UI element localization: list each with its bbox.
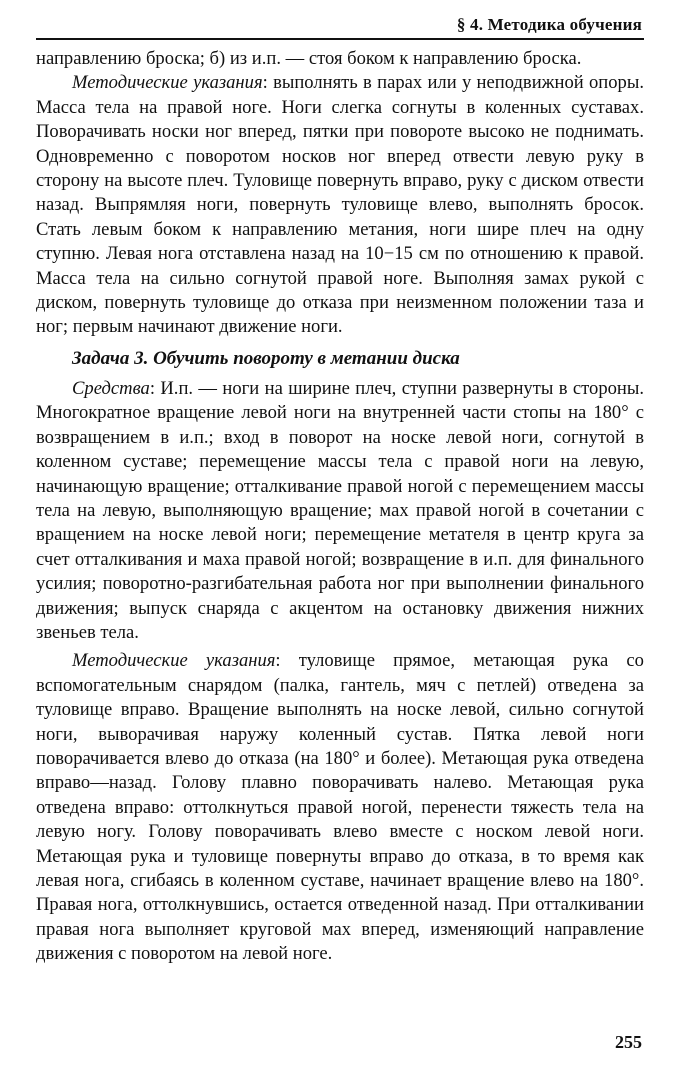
paragraph-continuation — [36, 47, 644, 71]
task-heading: Задача 3. Обучить повороту в метании диска — [72, 347, 460, 369]
paragraph-lead: Методические указания — [72, 72, 263, 94]
paragraph-method-notes-2 — [36, 649, 644, 966]
paragraph-text: : выполнять в парах или у неподвижной опоры. Масса тела на правой ноге. Ноги слегка согнуты в коленных суставах. Поворачивать носки ног вперед, пятки при повороте высоко не поднимать. Одновременно с поворотом носков ног вперед отвести левую руку в сторону на высоте плеч. Туловище повернуть вправо, руку с диском отвести назад. Выпрямляя ноги, повернуть туловище влево, выполнять бросок. Стать левым боком к направлению метания, ноги шире плеч на одну ступню. Левая нога отставлена назад на 10−15 см по отношению к правой. Масса тела на сильно согнутой правой ноге. Выполняя замах рукой с диском, повернуть туловище до отказа при неизменном положении таза и ног; первым начинают движение ноги. — [36, 72, 644, 338]
paragraph-means — [36, 377, 644, 645]
paragraph-method-notes-1 — [36, 71, 644, 339]
paragraph-lead: Методические указания — [72, 650, 276, 672]
paragraph-text: направлению броска; б) из и.п. — стоя боком к направлению броска. — [36, 48, 582, 69]
running-head: § 4. Методика обучения — [456, 15, 642, 34]
book-page — [36, 14, 644, 1064]
paragraph-text: : туловище прямое, метающая рука со вспомогательным снарядом (палка, гантель, мяч с петлей) отведена за туловище вправо. Вращение выполнять на носке левой, сильно согнутой ноги, выворачивая наружу коленный сустав. Пятка левой ноги поворачивается влево до отказа (на 180° и более). Метающая рука отведена вправо—назад. Голову плавно поворачивать налево. Метающая рука отведена вправо: оттолкнуться правой ногой, перенести тяжесть тела на левую ногу. Голову поворачивать влево вместе с носком левой ноги. Метающая рука и туловище повернуты вправо до отказа, в то время как левая нога, сгибаясь в коленном суставе, начинает вращение влево на 180°. Правая нога, оттолкнувшись, остается отведенной назад. При отталкивании правая нога выполняет круговой мах вперед, изменяющий направление движения с поворотом на левой ноге. — [36, 650, 644, 965]
header-rule — [36, 38, 644, 40]
paragraph-lead: Средства — [72, 377, 150, 399]
page-number: 255 — [615, 1032, 642, 1052]
paragraph-text: : И.п. — ноги на ширине плеч, ступни развернуты в стороны. Многократное вращение левой ноги на внутренней части стопы на 180° с возвращением в и.п.; вход в поворот на носке левой ноги, согнутой в коленном суставе; перемещение массы тела с правой ноги на левую, начинающую вращение; отталкивание правой ногой с перемещением массы тела на левую, выполняющую вращение; мах правой ногой в сочетании с вращением на носке левой ноги; перемещение метателя в центр круга за счет отталкивания и маха правой ногой; возвращение в и.п. для финального усилия; поворотно-разгибательная работа ног при выполнении финального движения; выпуск снаряда с акцентом на остановку движения нижних звеньев тела. — [36, 377, 644, 643]
